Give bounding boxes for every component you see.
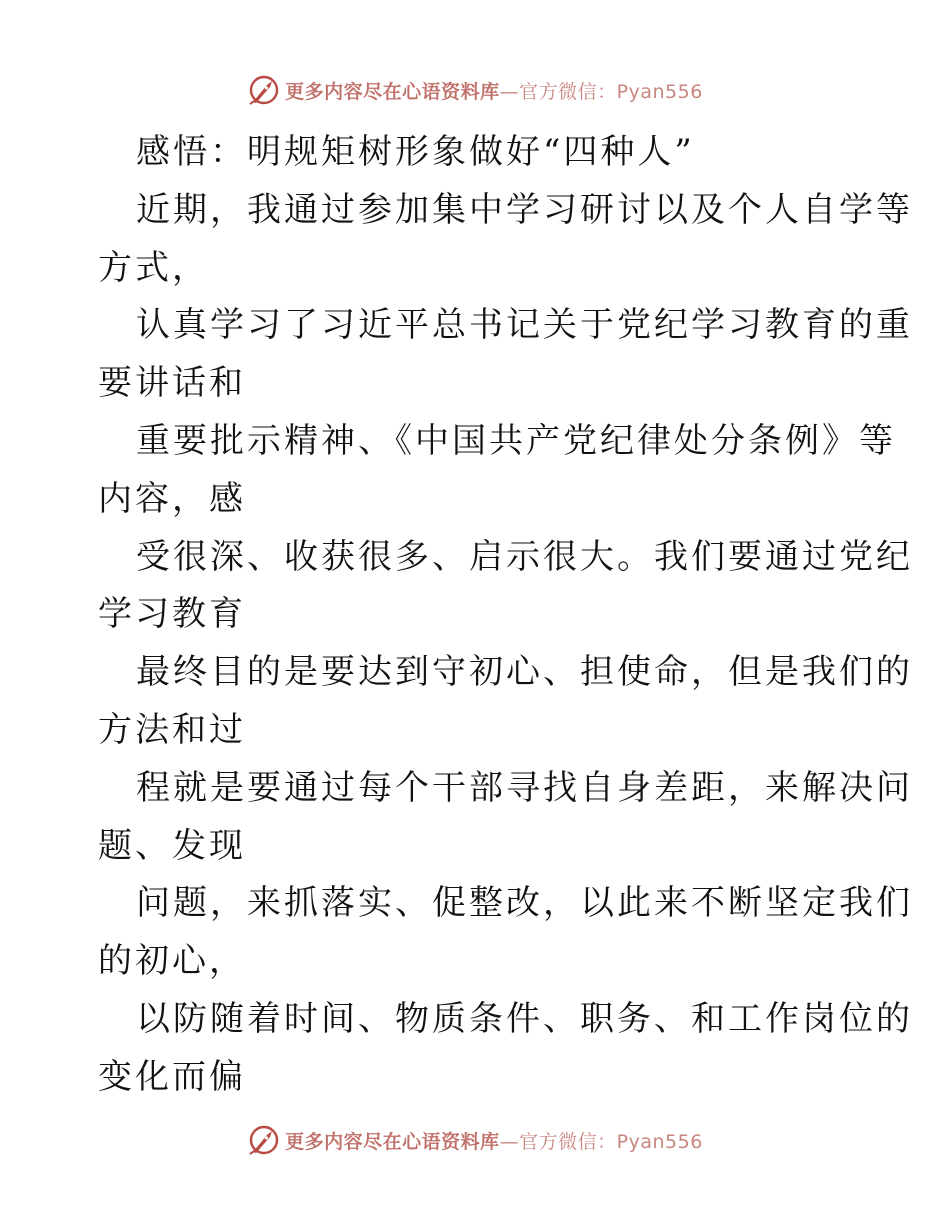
paragraph-line: 学习教育 [98, 594, 246, 635]
paragraph-line: 认真学习了习近平总书记关于党纪学习教育的重 [136, 305, 913, 346]
header-banner [0, 70, 950, 110]
paragraph-line: 以防随着时间、物质条件、职务、和工作岗位的 [136, 998, 913, 1039]
paragraph-line: 最终目的是要达到守初心、担使命，但是我们的 [136, 652, 913, 693]
paragraph-line: 受很深、收获很多、启示很大。我们要通过党纪 [136, 536, 913, 577]
paragraph-line: 重要批示精神、《中国共产党纪律处分条例》等 [136, 420, 896, 461]
document-title: 感悟：明规矩树形象做好“四种人” [136, 132, 695, 172]
footer-banner [0, 1120, 950, 1160]
paragraph-line: 方法和过 [98, 709, 246, 750]
paragraph-line: 的初心， [98, 941, 246, 982]
paragraph-line: 程就是要通过每个干部寻找自身差距，来解决问 [136, 767, 913, 808]
pen-nib-in-circle-icon [247, 73, 281, 107]
header-text [285, 77, 703, 104]
header-wechat: 官方微信：Pyan556 [519, 80, 703, 103]
footer-text [285, 1127, 703, 1154]
pen-nib-in-circle-icon [247, 1123, 281, 1157]
paragraph-line: 方式， [98, 247, 209, 288]
header-separator: — [499, 80, 520, 103]
document-body [98, 124, 913, 1107]
footer-site-name: 更多内容尽在心语资料库 [285, 1130, 500, 1153]
paragraph-line: 要讲话和 [98, 363, 246, 404]
paragraph-line: 题、发现 [98, 825, 246, 866]
footer-separator: — [499, 1130, 520, 1153]
paragraph-line: 近期，我通过参加集中学习研讨以及个人自学等 [136, 189, 913, 230]
header-site-name: 更多内容尽在心语资料库 [285, 80, 500, 103]
footer-wechat: 官方微信：Pyan556 [519, 1130, 703, 1153]
paragraph-line: 内容，感 [98, 478, 246, 519]
paragraph-line: 变化而偏 [98, 1056, 246, 1097]
paragraph-line: 问题，来抓落实、促整改，以此来不断坚定我们 [136, 883, 913, 924]
